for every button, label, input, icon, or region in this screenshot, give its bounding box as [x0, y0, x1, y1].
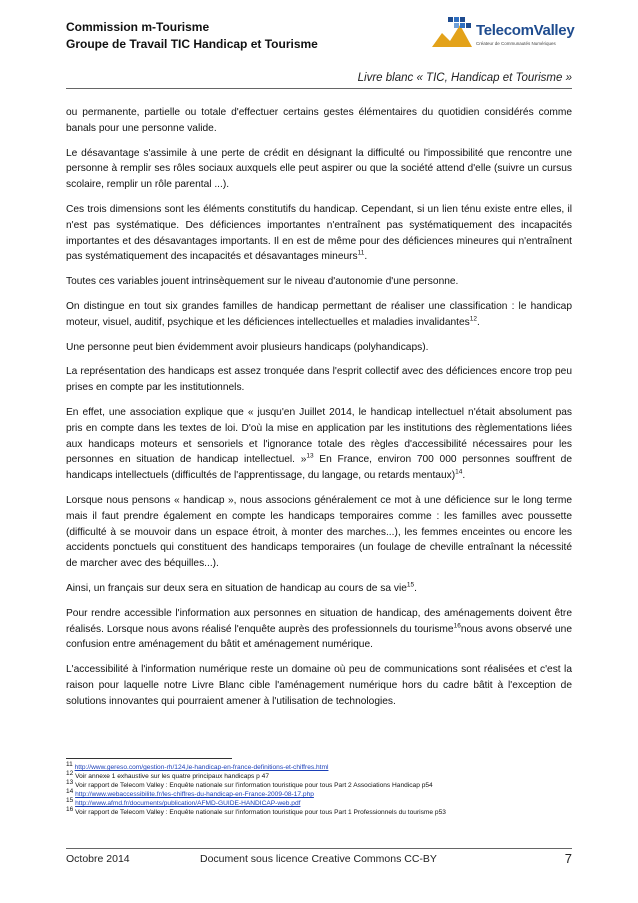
paragraph — [66, 202, 572, 265]
footnote — [66, 760, 572, 772]
body-text — [66, 105, 572, 719]
paragraph — [66, 662, 572, 709]
paragraph-text: . — [414, 582, 417, 594]
logo-name: TelecomValley — [476, 22, 575, 39]
footer-license: Document sous licence Creative Commons CC-BY — [200, 853, 437, 865]
footnote-ref: 16 — [453, 622, 461, 630]
paragraph — [66, 364, 572, 396]
footnote-ref: 15 — [406, 581, 415, 589]
paragraph-text: Pour rendre accessible l'information aux personnes en situation de handicap, des aménagements doivent être réalisés. Lorsque nous avons réalisé l'enquête auprès des professionnels du tourisme — [66, 607, 572, 635]
footnote-text: Voir annexe 1 exhaustive sur les quatre principaux handicaps p 47 — [75, 773, 269, 780]
paragraph-text: Lorsque nous pensons « handicap », nous associons généralement ce mot à une déficience sur le long terme mais il faut prendre également en compte les handicaps temporaires comme : les familles avec poussette (difficulté à se mouvoir dans un espace étroit, à monter des marches...), les femmes enceintes ou encore les accidents ponctuels qui constituent des handicaps temporaires (un foulage de cheville entraînant la nécessité de marcher avec des béquilles...). — [66, 494, 572, 570]
footnote-number: 14 — [66, 787, 74, 795]
footnote-number: 12 — [66, 769, 74, 777]
logo-tagline: Créateur de Communautés Numériques — [476, 41, 556, 46]
footnote-divider — [66, 758, 232, 759]
paragraph-text: nous avons observé une confusion entre aménagement du bâtit et aménagement numérique. — [66, 623, 572, 651]
paragraph-text: . — [364, 251, 368, 263]
paragraph-text: Ces trois dimensions sont les éléments constitutifs du handicap. Cependant, si un lien ténu existe entre elles, il n'est pas systématique. Des déficiences importantes n'entraînent pas systématiquement des incapacités importantes et des désavantages importants. Il en est de même pour des déficiences mineures qui n'entraînent pas systématiquement des incapacités et désavantages mineurs — [66, 203, 572, 263]
footnote-ref: 12 — [469, 315, 477, 323]
paragraph-text: La représentation des handicaps est assez tronquée dans l'esprit collectif avec des déficiences encore trop peu prises en compte par les institutionnels. — [66, 366, 572, 394]
paragraph-text: Ainsi, un français sur deux sera en situation de handicap au cours de sa vie — [66, 582, 407, 594]
paragraph-text: ou permanente, partielle ou totale d'effectuer certains gestes élémentaires du quotidien considérés comme banals pour une personne valide. — [66, 107, 572, 134]
footnote — [66, 769, 572, 781]
paragraph — [66, 299, 572, 331]
footnote-number: 16 — [66, 805, 74, 813]
footnote-ref: 11 — [357, 249, 365, 257]
paragraph-text: L'accessibilité à l'information numérique reste un domaine où peu de communications sont réalisées et c'est la raison pour laquelle notre Livre Blanc cible l'aménagement numérique hors du cadre bâtit à l'exception de solutions innovantes qui pourraient amener à l'utilisation de technologies. — [66, 664, 572, 707]
footnote — [66, 787, 572, 799]
header-divider — [66, 88, 572, 89]
footnote — [66, 805, 572, 817]
paragraph-text: Une personne peut bien évidemment avoir plusieurs handicaps (polyhandicaps). — [66, 341, 429, 353]
footnote-number: 13 — [66, 778, 74, 786]
footnote — [66, 796, 572, 808]
footnote — [66, 778, 572, 790]
commission-title: Commission m-Tourisme — [66, 20, 210, 34]
footnote-link[interactable]: http://www.afmd.fr/documents/publication/AFMD-GUIDE-HANDICAP-web.pdf — [75, 800, 301, 807]
logo-mark-icon — [428, 13, 474, 53]
paragraph-text: En effet, une association explique que « jusqu'en Juillet 2014, le handicap intellectuel n'était absolument pas pris en compte dans les textes de loi. D'où la mise en application par les institutions des règlementations liées aux handicaps moteurs et sensoriels et l'ignorance totale des règles d'accessibilité nécessaires pour les personnes en situation de handicap intellectuel. » — [66, 406, 572, 466]
paragraph — [66, 606, 572, 653]
footnote-ref: 13 — [306, 452, 314, 460]
footnotes — [66, 760, 572, 817]
document-subtitle: Livre blanc « TIC, Handicap et Tourisme » — [357, 72, 572, 84]
paragraph-text: Le désavantage s'assimile à une perte de crédit en désignant la difficulté ou l'impossibilité que rencontre une personne à remplir ses rôles sociaux auxquels elle peut aspirer ou que la société attend d'elle (suivre un cursus scolaire, remplir un rôle parental ...). — [66, 147, 572, 191]
telecom-valley-logo — [428, 13, 578, 53]
footnote-text: Voir rapport de Telecom Valley : Enquête nationale sur l'information touristique pour tous Part 2 Associations Handicap p54 — [75, 782, 433, 789]
paragraph-text: En France, environ 700 000 personnes souffrent de handicaps intellectuels (difficultés de l'apprentissage, du langage, ou retards mentaux) — [66, 454, 572, 482]
footer-divider — [66, 848, 572, 849]
footnote-text: Voir rapport de Telecom Valley : Enquête nationale sur l'information touristique pour tous Part 1 Professionnels du tourisme p53 — [75, 809, 446, 816]
footnote-ref: 14 — [455, 468, 463, 476]
paragraph — [66, 274, 572, 290]
footnote-link[interactable]: http://www.gereso.com/gestion-rh/124,le-handicap-en-france-definitions-et-chiffres.html — [74, 764, 329, 771]
paragraph-text: . — [477, 316, 480, 328]
paragraph — [66, 493, 572, 572]
paragraph-text: . — [462, 470, 466, 482]
footnote-number: 11 — [66, 760, 73, 768]
paragraph — [66, 581, 572, 597]
group-title: Groupe de Travail TIC Handicap et Tourisme — [66, 37, 318, 51]
paragraph — [66, 405, 572, 484]
paragraph-text: On distingue en tout six grandes familles de handicap permettant de réaliser une classification : le handicap moteur, visuel, auditif, psychique et les déficiences intellectuelles et maladies invalidantes — [66, 300, 572, 328]
paragraph — [66, 105, 572, 137]
header-block — [66, 19, 318, 53]
page-number: 7 — [564, 851, 572, 866]
paragraph-text: Toutes ces variables jouent intrinsèquement sur le niveau d'autonomie d'une personne. — [66, 276, 459, 288]
footnote-link[interactable]: http://www.webaccessibilite.fr/les-chiffres-du-handicap-en-France-2009-08-17.php — [75, 791, 314, 798]
paragraph — [66, 146, 572, 193]
footer-date: Octobre 2014 — [66, 853, 130, 865]
footnote-number: 15 — [66, 796, 74, 804]
paragraph — [66, 340, 572, 356]
